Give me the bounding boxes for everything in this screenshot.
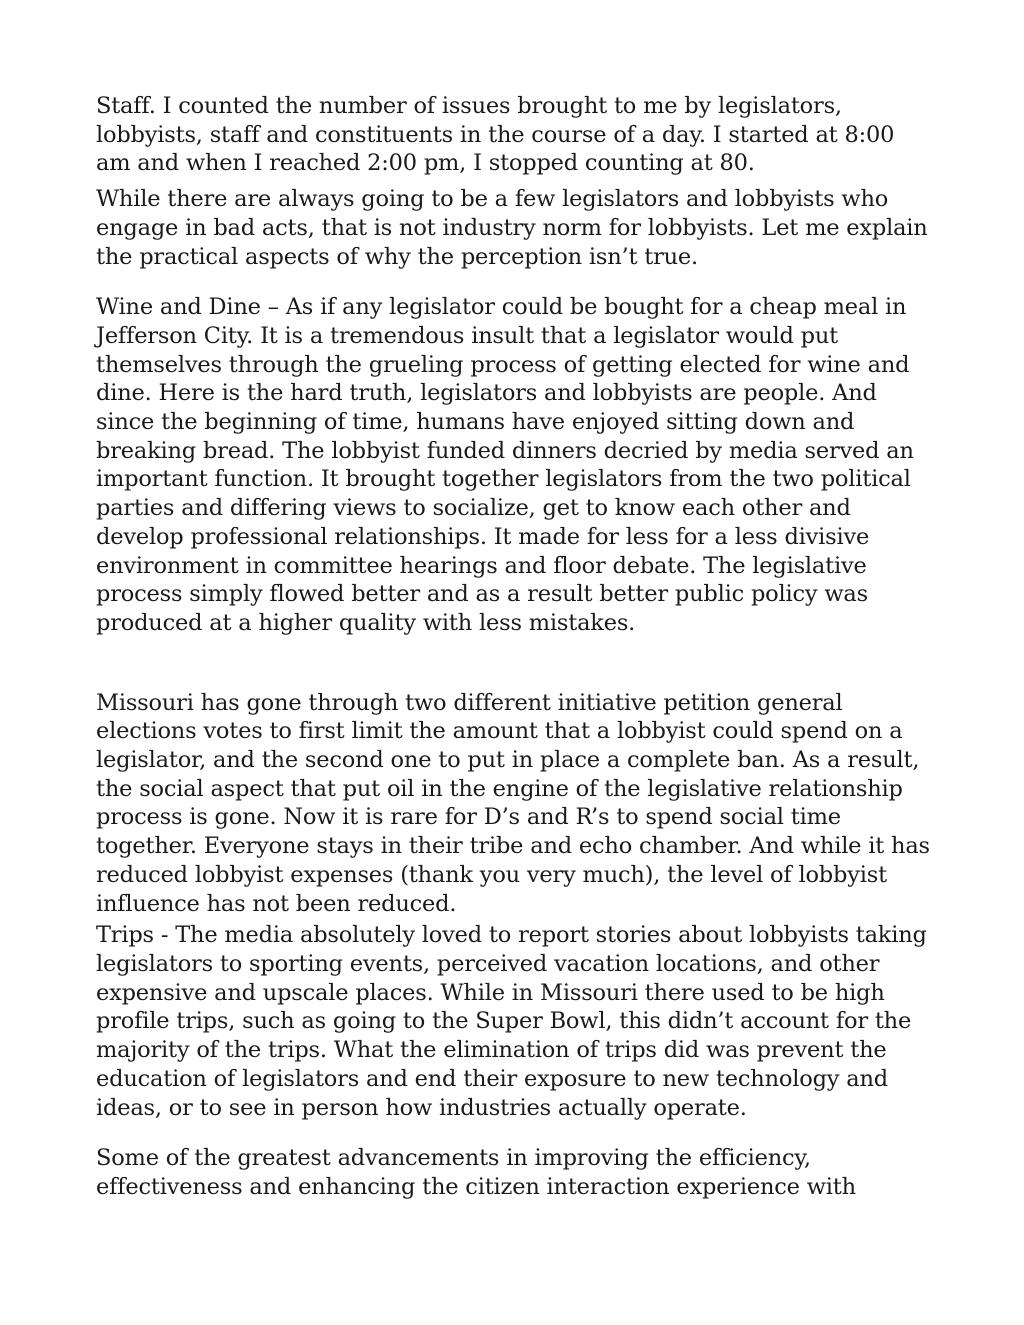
paragraph-bad-acts: While there are always going to be a few legislators and lobbyists who engage in bad acts, that is not industry norm for lobbyists. Let me explain the practical aspects of why the perception isn’t true. [96,186,928,270]
paragraph-spacer [96,1122,932,1144]
paragraph-trips: Trips - The media absolutely loved to report stories about lobbyists taking legislators to sporting events, perceived vacation locations, and other expensive and upscale places. While in Missouri there used to be high profile trips, such as going to the Super Bowl, this didn’t account for the majority of the trips. What the elimination of trips did was prevent the education of legislators and end their exposure to new technology and ideas, or to see in person how industries actually operate. [96,922,927,1121]
paragraph-initiative-petition: Missouri has gone through two different initiative petition general elections votes to first limit the amount that a lobbyist could spend on a legislator, and the second one to put in place a complete ban. As a result, the social aspect that put oil in the engine of the legislative relationship process is gone. Now it is rare for D’s and R’s to spend social time together. Everyone stays in their tribe and echo chamber. And while it has reduced lobbyist expenses (thank you very much), the level of lobbyist influence has not been reduced. [96,689,930,917]
paragraph-spacer [96,178,932,185]
document-body [96,92,932,1202]
paragraph-wine-and-dine: Wine and Dine – As if any legislator could be bought for a cheap meal in Jefferson City. It is a tremendous insult that a legislator would put themselves through the grueling process of getting elected for wine and dine. Here is the hard truth, legislators and lobbyists are people. And since the beginning of time, humans have enjoyed sitting down and breaking bread. The lobbyist funded dinners decried by media served an important function. It brought together legislators from the two political parties and differing views to socialize, get to know each other and develop professional relationships. It made for less for a less divisive environment in committee hearings and floor debate. The legislative process simply flowed better and as a result better public policy was produced at a higher quality with less mistakes. [96,294,914,636]
paragraph-greatest-advancements: Some of the greatest advancements in improving the efficiency, effectiveness and enhancing the citizen interaction experience with [96,1145,856,1200]
paragraph-spacer [96,271,932,293]
paragraph-staff-issues: Staff. I counted the number of issues brought to me by legislators, lobbyists, staff and constituents in the course of a day. I started at 8:00 am and when I reached 2:00 pm, I stopped counting at 80. [96,93,895,177]
paragraph-spacer [96,638,932,689]
